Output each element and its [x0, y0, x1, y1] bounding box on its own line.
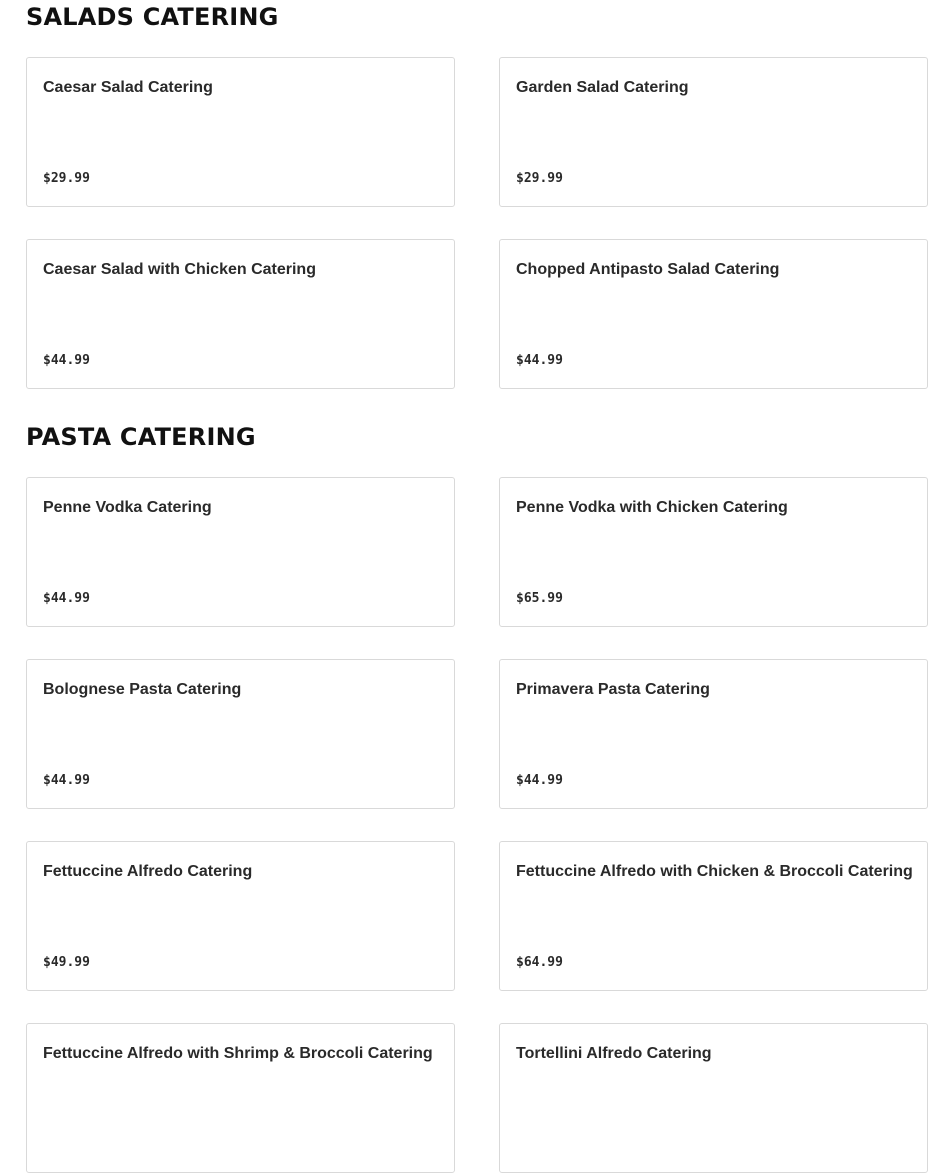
menu-item-price: $44.99	[43, 353, 90, 368]
section-title-pasta: PASTA CATERING	[26, 423, 256, 451]
menu-item-card[interactable]	[499, 659, 928, 809]
menu-item-card[interactable]	[499, 1023, 928, 1173]
menu-item-price: $65.99	[516, 591, 563, 606]
menu-item-price: $29.99	[516, 171, 563, 186]
menu-item-name: Caesar Salad with Chicken Catering	[43, 261, 316, 278]
menu-item-name: Fettuccine Alfredo with Shrimp & Broccoli Catering	[43, 1045, 433, 1062]
menu-item-price: $44.99	[43, 591, 90, 606]
menu-item-card[interactable]	[26, 841, 455, 991]
section-title-salads: SALADS CATERING	[26, 3, 279, 31]
menu-item-card[interactable]	[26, 1023, 455, 1173]
menu-item-price: $49.99	[43, 955, 90, 970]
menu-item-card[interactable]	[26, 659, 455, 809]
menu-item-price: $44.99	[43, 773, 90, 788]
menu-item-card[interactable]	[499, 239, 928, 389]
menu-item-card[interactable]	[26, 239, 455, 389]
menu-item-price: $44.99	[516, 353, 563, 368]
menu-item-name: Chopped Antipasto Salad Catering	[516, 261, 780, 278]
menu-item-price: $64.99	[516, 955, 563, 970]
menu-item-card[interactable]	[499, 477, 928, 627]
menu-item-price: $44.99	[516, 773, 563, 788]
menu-item-card[interactable]	[499, 841, 928, 991]
menu-grid-salads	[26, 57, 928, 389]
menu-item-card[interactable]	[499, 57, 928, 207]
menu-grid-pasta	[26, 477, 928, 1173]
menu-item-name: Penne Vodka with Chicken Catering	[516, 499, 788, 516]
menu-item-name: Caesar Salad Catering	[43, 79, 213, 96]
menu-item-name: Fettuccine Alfredo Catering	[43, 863, 253, 880]
menu-item-name: Primavera Pasta Catering	[516, 681, 710, 698]
menu-item-name: Garden Salad Catering	[516, 79, 689, 96]
menu-item-card[interactable]	[26, 477, 455, 627]
menu-item-price: $29.99	[43, 171, 90, 186]
menu-item-name: Tortellini Alfredo Catering	[516, 1045, 712, 1062]
menu-item-name: Penne Vodka Catering	[43, 499, 212, 516]
menu-item-name: Fettuccine Alfredo with Chicken & Broccoli Catering	[516, 863, 913, 880]
menu-item-card[interactable]	[26, 57, 455, 207]
menu-item-name: Bolognese Pasta Catering	[43, 681, 242, 698]
